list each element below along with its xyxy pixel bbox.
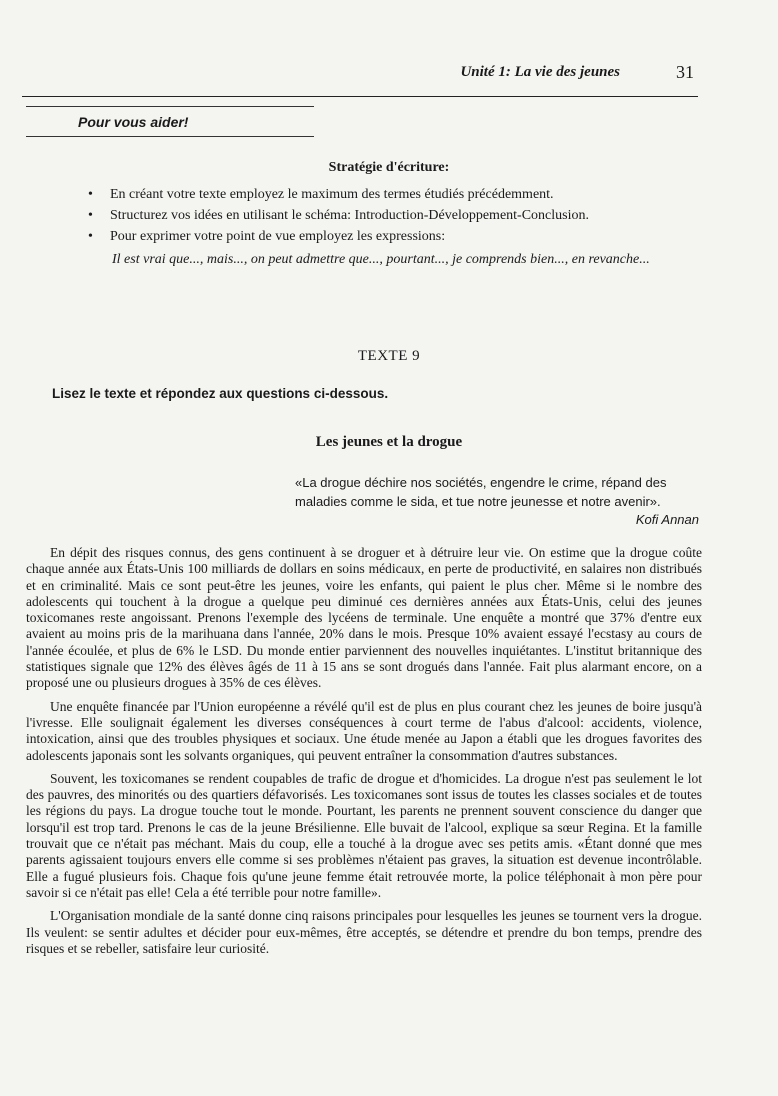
running-header: [22, 60, 698, 97]
help-box-top-rule: [26, 106, 314, 107]
tip-item: • Pour exprimer votre point de vue employez les expressions:: [86, 226, 726, 247]
article-paragraph: Souvent, les toxicomanes se rendent coupables de trafic de drogue et d'homicides. La drogue n'est pas seulement le lot des pauvres, des minorités ou des quartiers défavorisés. Les toxicomanes sont issus de toutes les classes sociales et de toutes les régions du pays. La drogue touche tout le monde. Pourtant, les parents ne prennent souvent conscience du danger que lorsqu'il est trop tard. Prenons le cas de la jeune Brésilienne. Elle buvait de l'alcool, explique sa sœur Regina. Et la famille trouvait que ce n'était pas méchant. Mais du coup, elle a touché à la drogue avec ses petits amis. «Étant donné que mes parents agissaient toujours envers elle comme si ses problèmes n'étaient pas graves, la situation est devenue incontrôlable. Elle a fugué plusieurs fois. Chaque fois qu'une jeune femme était retrouvée morte, la police téléphonait à mon père pour savoir si ce n'était pas elle! Cela a été terrible pour notre famille».: [26, 770, 702, 900]
help-box-bottom-rule: [26, 136, 314, 137]
tip-item: • En créant votre texte employez le maximum des termes étudiés précédemment.: [86, 184, 726, 205]
instruction: Lisez le texte et répondez aux questions ci-dessous.: [52, 386, 389, 401]
article-title: Les jeunes et la drogue: [315, 434, 463, 450]
article-paragraph: L'Organisation mondiale de la santé donne cinq raisons principales pour lesquelles les jeunes se tournent vers la drogue. Ils veulent: se sentir adultes et décider pour eux-mêmes, être acceptés, se détendre et prendre du bon temps, prendre des risques et se rebeller, satisfaire leur curiosité.: [26, 908, 702, 956]
unit-title: Unité 1: La vie des jeunes: [460, 64, 620, 80]
help-box-title: Pour vous aider!: [78, 114, 189, 130]
epigraph-quote: «La drogue déchire nos sociétés, engendre le crime, répand des maladies comme le sida, et tue notre jeunesse et notre avenir».: [295, 475, 667, 509]
article-body: [26, 545, 702, 964]
page-number: 31: [676, 62, 694, 82]
strategy-tips-list: [86, 184, 726, 247]
expressions-line: Il est vrai que..., mais..., on peut admettre que..., pourtant..., je comprends bien..., en revanche...: [112, 252, 650, 267]
article-paragraph: En dépit des risques connus, des gens continuent à se droguer et à détruire leur vie. On estime que la drogue coûte chaque année aux États-Unis 100 milliards de dollars en soins médicaux, en perte de productivité, en salaires non distribués et en criminalité. Mais ce sont peut-être les jeunes, voire les enfants, qui paient le plus cher. Même si le nombre des adolescents qui touchent à la drogue a quelque peu diminué ces dernières années aux États-Unis, celui des jeunes toxicomanes reste angoissant. Prenons l'exemple des lycéens de terminale. Une enquête a montré que 37% d'entre eux avaient au moins pris de la marihuana dans l'année, 20% dans le mois. Presque 10% avaient essayé l'ecstasy au cours de l'année écoulée, et plus de 6% le LSD. Du monde entier parviennent des nouvelles inquiétantes. L'institut britannique des statistiques signale que 12% des élèves âgés de 11 à 15 ans se sont drogués dans l'année. Fait plus alarmant encore, on a proposé une ou plusieurs drogues à 35% de ces élèves.: [26, 545, 702, 691]
strategy-title: Stratégie d'écriture:: [328, 160, 450, 175]
texte-heading: TEXTE 9: [357, 348, 421, 364]
epigraph-author: Kofi Annan: [635, 512, 699, 527]
tip-item: • Structurez vos idées en utilisant le schéma: Introduction-Développement-Conclusion.: [86, 205, 726, 226]
article-paragraph: Une enquête financée par l'Union européenne a révélé qu'il est de plus en plus courant chez les jeunes de boire jusqu'à l'ivresse. Elle soulignait également les diverses conséquences à court terme de l'abus d'alcool: accidents, violence, intoxication, ainsi que des troubles physiques et sociaux. Une étude menée au Japon a établi que les drogues favorites des adolescents japonais sont les solvants organiques, qui peuvent entraîner la consommation d'autres substances.: [26, 698, 702, 763]
